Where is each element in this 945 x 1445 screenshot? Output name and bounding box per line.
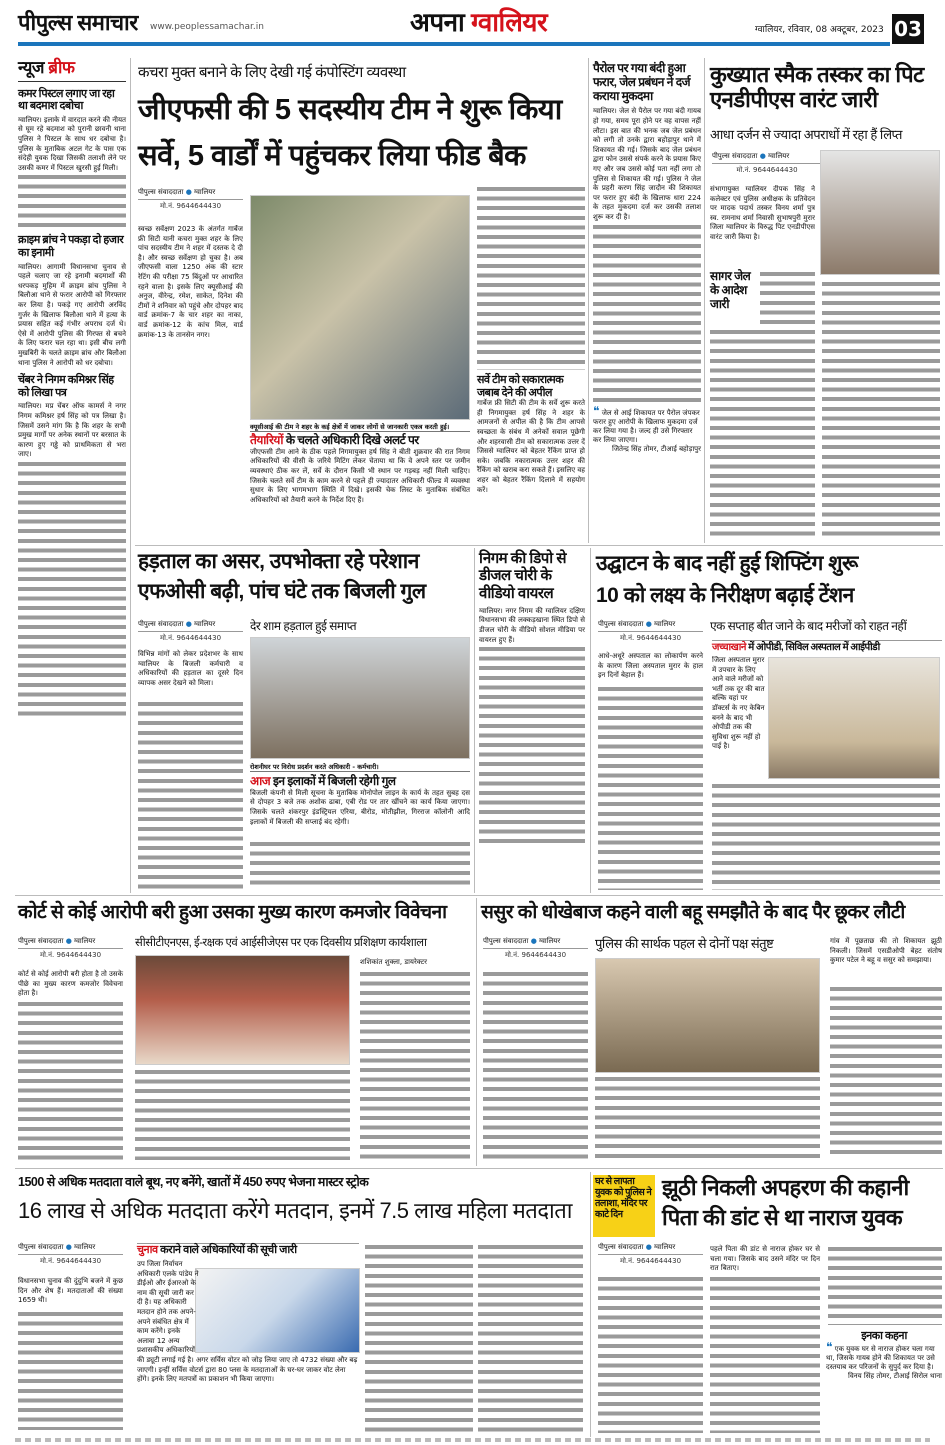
sasur-byline: पीपुल्स संवाददाता ● ग्वालियर मो.नं. 9644644430 (483, 937, 588, 960)
text-block (483, 970, 588, 1160)
reporter: पीपुल्स संवाददाता (598, 620, 644, 628)
opd-box-body: जिला अस्पताल मुरार में उपचार के लिए आने वाले मरीजों को भर्ती तक दूर की बात बल्कि यहां पर डॉक्टर्स के नए केबिन बनने के बाद भी ओपीडी तक की सुविधा शुरू नहीं हो पाई है। (712, 656, 765, 751)
smack-side-head: सागर जेल के आदेश जारी (710, 269, 751, 311)
text-block (710, 1275, 820, 1433)
section-divider (15, 1168, 943, 1169)
election-box-head: कराने वाले अधिकारियों की सूची जारी (160, 1244, 297, 1256)
voters-headline: 16 लाख से अधिक मतदाता करेंगे मतदान, इनमें 7.5 लाख महिला मतदाता (18, 1198, 572, 1223)
opd-box-red: जच्चाखाने (712, 642, 746, 653)
diesel-headline: निगम की डिपो से डीजल चोरी के वीडियो वायरल (479, 550, 566, 602)
court-body: कोर्ट से कोई आरोपी बरी होता है तो उसके पीछे का मुख्य कारण कमजोर विवेचना होता है। (18, 970, 123, 998)
lead-byline: पीपुल्स संवाददाता ● ग्वालियर मो.नं. 9644644430 (138, 188, 243, 211)
text-block (598, 1275, 703, 1433)
alert-box-body: जीएफसी टीम आने के ठीक पहले निगमायुक्त हर्ष सिंह ने बीती शुक्रवार की रात निगम अधिकारियों की वीसी के जरिये मिटिंग लेकर चेताया था कि वे अपने स्तर पर जमीन व्यवस्थाएं ठीक कर लें, सर्वे के दौरान किसी भी स्थान पर गड़बड़ नहीं मिली चाहिए। जिसके चलते सर्वे टीम के काम करने से पहले ही ज्यादातर अधिकारी फील्ड में व्यवस्था सुधार के लिए भागमभाग स्थिति में दिखे। इसकी चेक लिस्ट के मुताबिक संबंधित अधिकारियों को तैयारी करने के निर्देश दिए हैं। (250, 447, 470, 504)
reporter: पीपुल्स संवाददाता (138, 188, 184, 196)
smack-headline: कुख्यात स्मैक तस्कर का पिट एनडीपीएस वारंट जारी (710, 62, 924, 113)
brief-body: ग्वालियर। मप्र चेंबर ऑफ कामर्स ने नगर निगम कमिश्नर हर्ष सिंह को पत्र लिखा है। जिसमें उसने मांग कि है कि शहर के सभी प्रमुख मार्गों पर अनेक स्थानों पर बरसात के कारण हुए गड्ढे को प्राथमिकता से भरा जाए। (18, 402, 126, 459)
voters-byline: पीपुल्स संवाददाता ● ग्वालियर मो.नं. 9644644430 (18, 1243, 123, 1266)
text-block (828, 1245, 942, 1325)
text-block (18, 1310, 123, 1430)
news-brief-column (18, 58, 126, 893)
shift-headline-line2: 10 को लक्ष्य के निरीक्षण बढ़ाई टेंशन (596, 584, 854, 607)
court-headline: कोर्ट से कोई आरोपी बरी हुआ उसका मुख्य कारण कमजोर विवेचना (18, 902, 447, 923)
alert-box-red: तैयारियों (250, 433, 283, 447)
column-divider (588, 58, 589, 543)
parole-headline: पैरोल पर गया बंदी हुआ फरार, जेल प्रबंधन ने दर्ज कराया मुकदमा (593, 61, 691, 103)
sasur-body: गांव में पूछताछ की तो शिकायत झूठी निकली। जिसमें एसडीओपी बेहट संतोष कुमार पटेल ने बहू व ससुर को समझाया। (830, 937, 942, 965)
brief-body: ग्वालियर। आगामी विधानसभा चुनाव से पहले चलाए जा रहे इनामी बदमाशों की धरपकड़ मुहिम में क्राइम ब्रांच पुलिस ने बिलौआ थाने से फरार आरोपी को गिरफ्तार कर लिया है। पकड़े गए आरोपी अरविंद गुर्जर के खिलाफ बिलौआ थाने में हत्या के प्रयास सहित कई गंभीर अपराध दर्ज थे। ऐसे में आरोपी पुलिस की गिरफ्त से बचने के लिए फरार चल रहा था। इसी बीच लगी मुखबिरी के चलते क्राइम ब्रांच और बिलौआ थाना पुलिस ने आरोपी को धर दबोचा। (18, 262, 126, 367)
lead-headline-line1: जीएफसी की 5 सदस्यीय टीम ने शुरू किया (138, 94, 562, 126)
masthead-rule (18, 42, 890, 46)
brief-title-black: न्यूज (18, 58, 44, 77)
sasur-headline: ससुर को धोखेबाज कहने वाली बहू समझौते के बाद पैर छूकर लौटी (481, 902, 905, 923)
column-divider (476, 898, 477, 1166)
workshop-photo (135, 955, 350, 1065)
shift-body: आधे-अधूरे अस्पताल का लोकार्पण करने के कारण जिला अस्पताल मुरार के हाल इन दिनों बेहाल हैं। (598, 652, 703, 680)
shift-headline-line1: उद्घाटन के बाद नहीं हुई शिफ्टिंग शुरू (596, 552, 858, 575)
website-url[interactable]: www.peoplessamachar.in (150, 22, 264, 32)
text-block (360, 970, 470, 1160)
smack-deck: आधा दर्जन से ज्यादा अपराधों में रहा हैं लिप्त (710, 127, 902, 142)
power-cut-box (250, 775, 470, 827)
page-number: 03 (892, 14, 924, 44)
text-block (365, 1243, 473, 1433)
election-box-red: चुनाव (137, 1244, 158, 1256)
parole-body: ग्वालियर। जेल से पैरोल पर गया बंदी गायब हो गया, समय पूरा होने पर वह वापस नहीं लौटा। इस बात की भनक जब जेल प्रबंधन को लगी तो उनके द्वारा बहोड़ापुर थाने में शिकायत की गई। जिसके बाद जेल प्रबंधन द्वारा फोन उससे संपर्क करने के प्रयास किए गए और जब उससे कोई पता नहीं लगा तो पुलिस से शिकायत की गई। पुलिस ने जेल के प्रहरी करण सिंह जादौन की शिकायत पर फरार हुए बंदी के खिलाफ धारा 224 के तहत मुकदमा दर्ज कर उसकी तलाश शुरू कर दी है। (593, 107, 701, 221)
reporter: पीपुल्स संवाददाता (712, 152, 758, 160)
print-registration-strip (15, 1438, 930, 1442)
voters-body: विधानसभा चुनाव की दुंदुभि बजने में कुछ दिन और शेष हैं। मतदाताओं की संख्या 1659 थी। (18, 1277, 123, 1305)
text-block (712, 782, 940, 890)
kidnap-headline-line1: झूठी निकली अपहरण की कहानी (662, 1175, 909, 1200)
sasur-deck: पुलिस की सार्थक पहल से दोनों पक्ष संतुष्ट (595, 936, 774, 951)
news-brief-title (18, 58, 126, 82)
hartal-body: विभिन्न मांगों को लेकर प्रदेशभर के साथ ग्वालियर के बिजली कर्मचारी व अधिकारियों की हड़ताल का दूसरे दिन व्यापक असर देखने को मिला। (138, 650, 243, 687)
text-block (598, 685, 703, 890)
election-officers-box (137, 1243, 359, 1257)
text-block (250, 840, 470, 890)
city: ग्वालियर (74, 937, 96, 945)
mobile-number: मो.नं. 9644644430 (159, 634, 222, 642)
hospital-photo (768, 657, 940, 779)
lead-kicker: कचरा मुक्त बनाने के लिए देखी गई कंपोस्टिंग व्यवस्था (138, 64, 406, 81)
reporter: पीपुल्स संवाददाता (598, 1243, 644, 1251)
kidnap-body: पहले पिता की डांट से नाराज होकर घर से चला गया। जिसके बाद उसने मंदिर पर दिन रात बिताए। (710, 1245, 820, 1273)
election-box-text: उप जिला निर्वाचन अधिकारी एलके पांडेय ने डीईओ और ईआरओ के नाम की सूची जारी कर दी है। यह अधिकारी मतदान होने तक अपने-अपने संबंधित क्षेत्र में काम करेंगे। इनके अलावा 12 अन्य प्रशासकीय अधिकारियों की ड्यूटी लगाई गई है। अगर सर्विस वोटर को जोड़ लिया जाए तो 4732 संख्या और बढ़ जाएगी। इन्हीं सर्विस वोटर्स द्वारा 80 प्लस के मतदाताओं के घर-घर जाकर वोट लेना होंगे। इनके लिए मतपत्रों का प्रकाशन भी किया जाएगा। (137, 1260, 358, 1384)
kidnap-headline-line2: पिता की डांट से था नाराज युवक (662, 1205, 903, 1230)
hartal-byline: पीपुल्स संवाददाता ● ग्वालियर मो.नं. 9644644430 (138, 620, 243, 643)
opd-box-head (712, 640, 942, 654)
reporter: पीपुल्स संवाददाता (18, 1243, 64, 1251)
smack-body: संभागायुक्त ग्वालियर दीपक सिंह ने कलेक्टर एवं पुलिस अधीक्षक के प्रतिवेदन पर मादक पदार्थ तस्कर विनय शर्मा पुत्र स्व. रामनाथ शर्मा निवासी सुभाषपुरी मुरार जिला ग्वालियर के विरुद्ध पिट एनडीपीएस वारंट जारी किया है। (710, 185, 815, 241)
column-divider (474, 548, 475, 893)
city: ग्वालियर (194, 188, 216, 196)
city: ग्वालियर (194, 620, 216, 628)
brief-headline: क्राइम ब्रांच ने पकड़ा दो हजार का इनामी (18, 234, 124, 260)
missing-youth-tag: घर से लापता युवक को पुलिस ने तलाशा, मंदिर पर काटे दिन (593, 1175, 655, 1237)
text-block (822, 280, 940, 538)
hartal-headline-line2: एफओसी बढ़ी, पांच घंटे तक बिजली गुल (138, 580, 426, 603)
text-block (135, 1068, 350, 1160)
photo-caption: क्यूसीआई की टीम ने शहर के कई क्षेत्रों में जाकर लोगों से जानकारी एकत्र करती हुई। (250, 422, 470, 432)
city: ग्वालियर (74, 1243, 96, 1251)
lead-continued (477, 185, 585, 495)
city: ग्वालियर (654, 1243, 676, 1251)
brief-body: ग्वालियर। इलाके में वारदात करने की नीयत से घूम रहे बदमाश को पुरानी छावनी थाना पुलिस ने पिस्टल के साथ धर दबोचा है। पुलिस के मुताबिक अटल गेट के पास एक संदेही युवक दिखा जिसकी तलाशी लेने पर उसकी कमर में पिस्टल खुरसी हुई मिली। (18, 115, 126, 172)
city: ग्वालियर (539, 937, 561, 945)
parole-quote-by: जितेन्द्र सिंह तोमर, टीआई बहोड़ापुर (612, 444, 701, 453)
hartal-headline-line1: हड़ताल का असर, उपभोक्ता रहे परेशान (138, 550, 419, 573)
quote-icon: ❝ (826, 1339, 833, 1354)
mobile-number: मो.नं. 9644644430 (736, 166, 798, 174)
column-divider (704, 58, 705, 543)
edition-date: ग्वालियर, रविवार, 08 अक्टूबर, 2023 (755, 25, 884, 35)
column-divider (130, 58, 131, 893)
mobile-number: मो.नं. 9644644430 (39, 951, 102, 959)
column-divider (590, 548, 591, 893)
section-divider (15, 895, 943, 896)
section-divider (135, 545, 943, 546)
section-title-black: अपना (410, 7, 465, 37)
text-block (138, 700, 243, 890)
lead-subbody: गार्बेज फ्री सिटी की टीम के सर्वे शुरू करते ही निगमायुक्त हर्ष सिंह ने शहर के आमजनों से अपील की है कि टीम आपसे स्वच्छता के संबंध में अनेकों सवाल पूछेगी और शहरवासी टीम को सकारात्मक उत्तर दें जिससे ग्वालियर को बेहतर रैंकिंग प्राप्त हो सके। जबकि नकारात्मक उत्तर शहर की रैंकिंग को खराब करा सकते हैं। इसलिए वह शहर को बेहतर रैंकिंग दिलाने में सहयोग करें। (477, 399, 585, 494)
text-block (478, 1243, 583, 1433)
shift-byline: पीपुल्स संवाददाता ● ग्वालियर मो.नं. 9644644430 (598, 620, 703, 643)
survey-team-photo (250, 195, 470, 420)
quote-head: इनका कहना (861, 1330, 907, 1342)
text-block (760, 270, 815, 325)
brief-title-red: ब्रीफ (48, 58, 75, 77)
court-body2: शशिकांत शुक्ला, डायरेक्टर (360, 958, 428, 966)
alert-box-head: के चलते अधिकारी दिखे अलर्ट पर (285, 433, 419, 447)
power-cut-red: आज (250, 774, 271, 788)
column-divider (590, 1172, 591, 1437)
alert-box (250, 434, 470, 505)
mobile-number: मो.नं. 9644644430 (619, 634, 682, 642)
quote-box (826, 1330, 942, 1381)
diesel-story (479, 550, 585, 845)
newspaper-logo: पीपुल्स समाचार (18, 10, 138, 35)
text-block (830, 985, 942, 1160)
lead-headline-line2: सर्वे, 5 वार्डों में पहुंचकर लिया फीड बैक (138, 140, 526, 172)
reporter: पीपुल्स संवाददाता (483, 937, 529, 945)
smack-byline: पीपुल्स संवाददाता ● ग्वालियर मो.नं. 9644644430 (712, 152, 822, 175)
opd-box-headtext: में ओपीडी, सिविल अस्पताल में आईपीडी (748, 642, 880, 653)
city: ग्वालियर (768, 152, 790, 160)
brief-headline: चेंबर ने निगम कमिश्नर सिंह को लिखा पत्र (18, 374, 114, 399)
kidnap-byline: पीपुल्स संवाददाता ● ग्वालियर मो.नं. 9644644430 (598, 1243, 703, 1266)
parole-story (593, 62, 701, 454)
power-cut-body: बिजली कंपनी से मिली सूचना के मुताबिक मोनोपोल लाइन के कार्य के तहत सुबह दस से दोपहर 3 बजे तक अशोक ढाबा, एबी रोड पर तार खींचने का कार्य किया जाएगा। जिसके चलते शंकरपुर इंडस्ट्रियल एरिया, बीरोड, मोतीझील, गिरराज कॉलोनी आदि इलाकों में बिजली की सप्लाई बंद रहेगी। (250, 788, 470, 826)
reporter: पीपुल्स संवाददाता (138, 620, 184, 628)
section-title-red: ग्वालियर (471, 7, 548, 37)
court-deck: सीसीटीएनएस, ई-रक्षक एवं आईसीजेएस पर एक दिवसीय प्रशिक्षण कार्यशाला (135, 937, 427, 949)
mobile-number: मो.नं. 9644644430 (159, 202, 222, 210)
parole-quote: जेल से आई शिकायत पर पैरोल जंपकर फरार हुए आरोपी के खिलाफ मुकदमा दर्ज कर लिया गया है। जल्द ही उसे गिरफ्तार कर लिया जाएगा। (593, 408, 700, 444)
text-block (18, 1000, 123, 1160)
shift-deck: एक सप्ताह बीत जाने के बाद मरीजों को राहत नहीं (710, 619, 907, 633)
hartal-photo-head: देर शाम हड़ताल हुई समाप्त (250, 619, 357, 633)
quote-text: एक युवक घर से नाराज होकर चला गया था, जिसके गायब होने की शिकायत पर उसे दस्तयाब कर परिजनों के सुपुर्द कर दिया है। (826, 1344, 935, 1371)
lead-body: स्वच्छ सर्वेक्षण 2023 के अंतर्गत गार्बेज फ्री सिटी यानी कचरा मुक्त शहर के लिए पांच सदस्यीय टीम ने शहर में दस्तक दे दी है। और स्वच्छ सर्वेक्षण हो चुका है। अब जीएफसी वाला 1250 अंक की स्टार रेटिंग की परीक्षा 75 बिंदुओं पर आधारित रहने वाला है। इसके लिए क्यूसीआई की अनुज, वीरेन्द्र, रमेश, साकेत, दिनेश की टीमों ने शनिवार को पहुंचे और दोपहर बाद वार्ड क्रमांक-7 के चार शहर का नाका, वार्ड क्रमांक-12 के कांच मिल, वार्ड क्रमांक-13 के तानसेन नगर। (138, 225, 243, 339)
text-block (595, 1075, 820, 1160)
text-block (710, 328, 815, 538)
mobile-number: मो.नं. 9644644430 (504, 951, 567, 959)
diesel-body: ग्वालियर। नगर निगम की ग्वालियर दक्षिण विधानसभा की लक्कड़खाना स्थित डिपो से डीजल चोरी के वीडियो सोशल मीडिया पर वायरल हुए हैं। (479, 606, 585, 644)
family-photo (595, 958, 820, 1073)
voters-kicker: 1500 से अधिक मतदाता वाले बूथ, नए बनेंगे, खातों में 450 रुपए भेजना मास्टर स्ट्रोक (18, 1175, 369, 1189)
accused-photo (820, 150, 940, 275)
city: ग्वालियर (654, 620, 676, 628)
mobile-number: मो.नं. 9644644430 (619, 1257, 682, 1265)
court-byline: पीपुल्स संवाददाता ● ग्वालियर मो.नं. 9644644430 (18, 937, 123, 960)
section-title (410, 8, 547, 38)
lead-subhead: सर्वे टीम को सकारात्मक जबाब देने की अपील (477, 374, 564, 399)
photo-caption: रोशनीघर पर विरोध प्रदर्शन करते अधिकारी - कर्मचारी। (250, 762, 470, 772)
reporter: पीपुल्स संवाददाता (18, 937, 64, 945)
power-cut-head: इन इलाकों में बिजली रहेगी गुल (273, 774, 396, 788)
quote-by: विनय सिंह तोमर, टीआई सिरोल थाना (848, 1371, 942, 1380)
quote-icon: ❝ (593, 403, 600, 418)
protest-photo (250, 637, 470, 759)
mobile-number: मो.नं. 9644644430 (39, 1257, 102, 1265)
election-box-body (137, 1260, 359, 1385)
brief-headline: कमर पिस्टल लगाए जा रहा था बदमाश दबोचा (18, 87, 115, 113)
